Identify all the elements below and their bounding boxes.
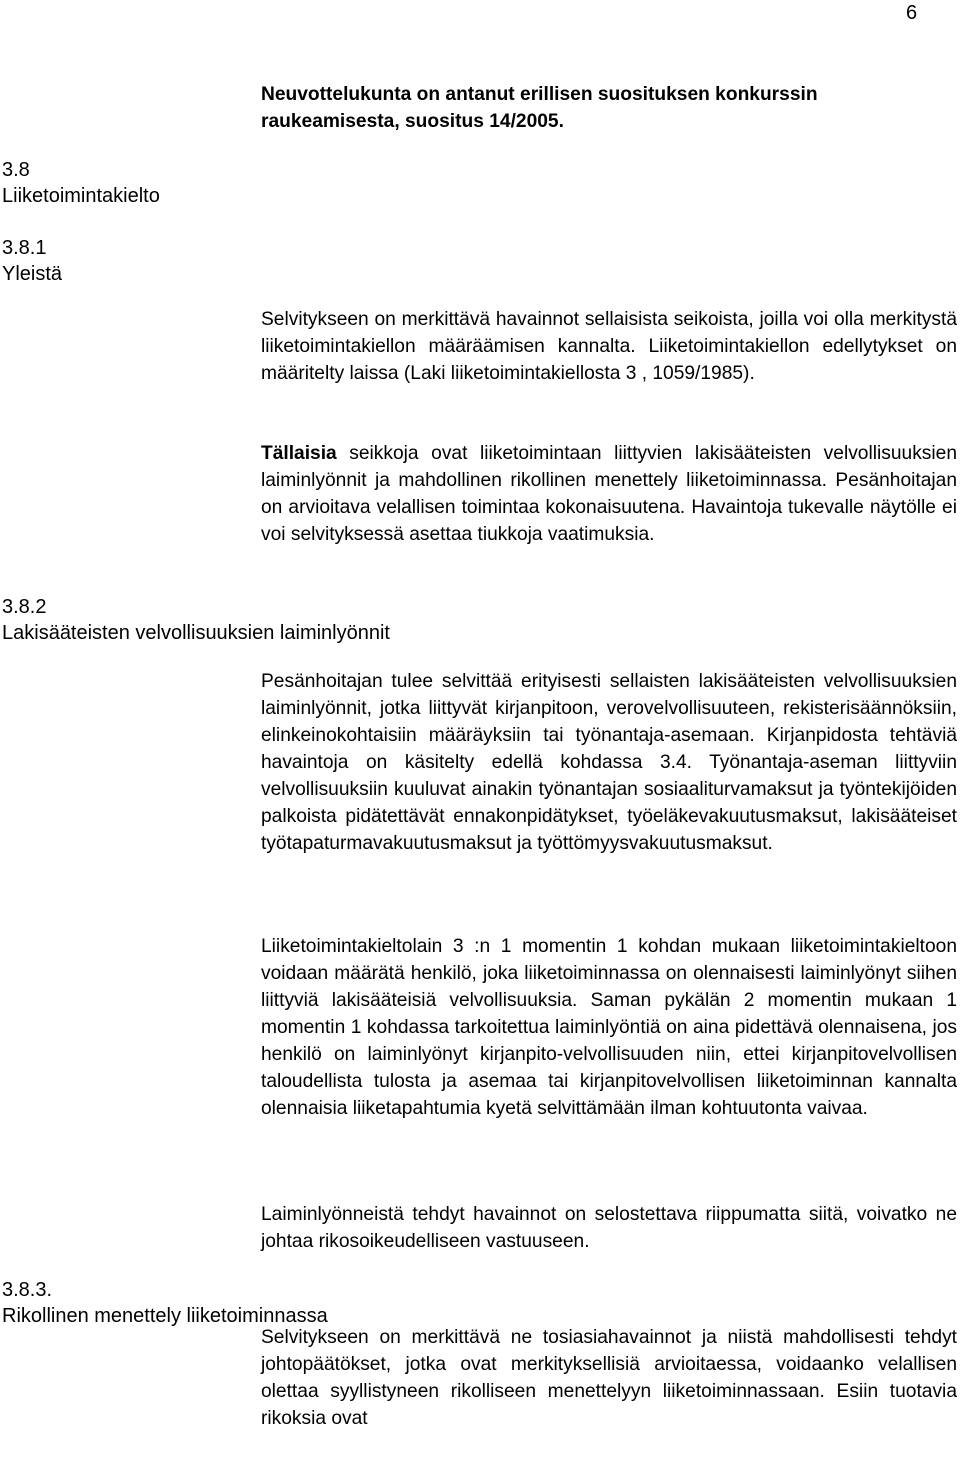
statutory-paragraph-2-block xyxy=(261,933,957,1122)
section-heading-3-8-2 xyxy=(2,594,390,646)
statutory-paragraph-1: Pesänhoitajan tulee selvittää erityisesti sellaisten lakisääteisten velvollisuuksien laiminlyönnit, jotka liittyvät kirjanpitoon, verovelvollisuuteen, rekisterisäännöksiin, elinkeinokohtaisiin määräyksiin tai työnantaja-asemaan. Kirjanpidosta tehtäviä havaintoja on käsitelty edellä kohdassa 3.4. Työnantaja-aseman liittyviin velvollisuuksiin kuuluvat ainakin työnantajan sosiaaliturvamaksut ja työntekijöiden palkoista pidätettävät ennakonpidätykset, työeläkevakuutusmaksut, lakisääteiset työtapaturmavakuutusmaksut ja työttömyysvakuutusmaksut. xyxy=(261,671,957,854)
criminal-paragraph-1: Selvitykseen on merkittävä ne tosiasiahavainnot ja niistä mahdollisesti tehdyt johtopäätökset, jotka ovat merkityksellisiä arvioitaessa, voidaanko velallisen olettaa syyllistyneen rikolliseen menettelyyn liiketoiminnassaan. Esiin tuotavia rikoksia ovat xyxy=(261,1327,957,1429)
section-number: 3.8.1 xyxy=(2,237,47,259)
statutory-paragraph-1-block xyxy=(261,668,957,857)
general-paragraph-2 xyxy=(261,440,957,548)
statutory-paragraph-2: Liiketoimintakieltolain 3 :n 1 momentin 1 kohdan mukaan liiketoimintakieltoon voidaan määrätä henkilö, joka liiketoiminnassa on olennaisesti laiminlyönyt siihen liittyviä lakisääteisiä velvollisuuksia. Saman pykälän 2 momentin mukaan 1 momentin 1 kohdassa tarkoitettua laiminlyöntiä on aina pidettävä olennaisena, jos henkilö on laiminlyönyt kirjanpito-velvollisuuden niin, ettei kirjanpitovelvollisen taloudellista tulosta ja asemaa tai kirjanpitovelvollisen liiketoiminnan kannalta olennaisia liiketapahtumia kyetä selvittämään ilman kohtuutonta vaivaa. xyxy=(261,936,957,1119)
paragraph-text: seikkoja ovat liiketoimintaan liittyvien lakisääteisten velvollisuuksien laiminlyönnit ja mahdollinen rikollinen menettely liiketoiminnassa. Pesänhoitajan on arvioitava velallisen toimintaa kokonaisuutena. Havaintoja tukevalle näytölle ei voi selvityksessä asettaa tiukkoja vaatimuksia. xyxy=(261,443,957,545)
section-number: 3.8 xyxy=(2,159,30,181)
section-title: Yleistä xyxy=(2,263,63,285)
section-title: Rikollinen menettely liiketoiminnassa xyxy=(2,1305,328,1327)
page-number: 6 xyxy=(906,2,918,24)
general-paragraph-1-block xyxy=(261,306,957,387)
section-heading-3-8-1 xyxy=(2,235,62,287)
recommendation-note-block xyxy=(261,81,957,135)
criminal-paragraph-1-block xyxy=(261,1324,957,1432)
paragraph-lead-word: Tällaisia xyxy=(261,443,337,464)
section-title: Lakisääteisten velvollisuuksien laiminlyönnit xyxy=(2,622,390,644)
general-paragraph-1: Selvitykseen on merkittävä havainnot sellaisista seikoista, joilla voi olla merkitystä liiketoimintakiellon määräämisen kannalta. Liiketoimintakiellon edellytykset on määritelty laissa (Laki liiketoimintakiellosta 3 , 1059/1985). xyxy=(261,309,957,384)
section-number: 3.8.3. xyxy=(2,1279,53,1301)
section-title: Liiketoimintakielto xyxy=(2,185,160,207)
section-heading-3-8 xyxy=(2,157,160,209)
general-paragraph-2-block xyxy=(261,440,957,548)
statutory-paragraph-3: Laiminlyönneistä tehdyt havainnot on selostettava riippumatta siitä, voivatko ne johtaa rikosoikeudelliseen vastuuseen. xyxy=(261,1204,957,1252)
statutory-paragraph-3-block xyxy=(261,1201,957,1255)
section-heading-3-8-3 xyxy=(2,1277,328,1329)
section-number: 3.8.2 xyxy=(2,596,47,618)
recommendation-note: Neuvottelukunta on antanut erillisen suosituksen konkurssin raukeamisesta, suositus 14/2005. xyxy=(261,84,818,132)
